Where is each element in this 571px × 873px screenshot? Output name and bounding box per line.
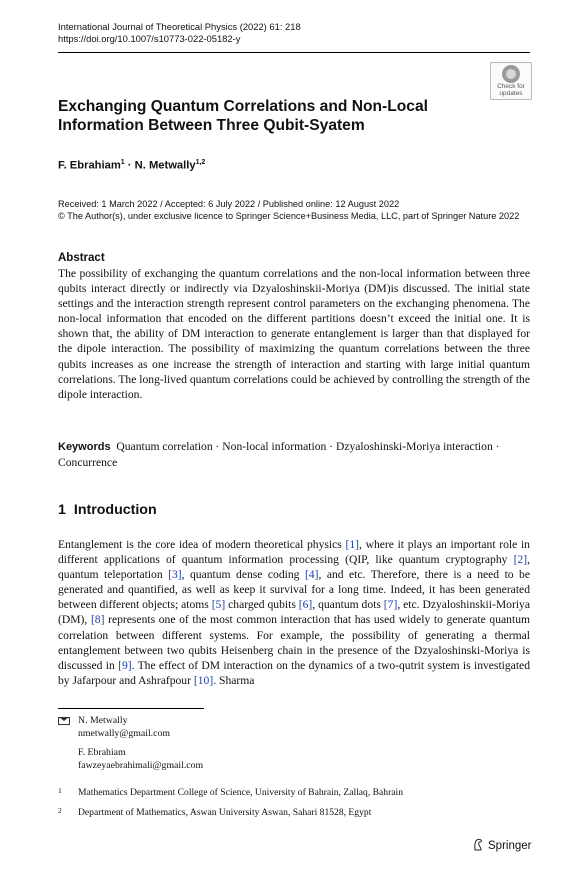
citation-link[interactable]: [7] bbox=[383, 598, 398, 612]
citation-link[interactable]: [8] bbox=[90, 613, 105, 627]
intro-text: , quantum teleportation bbox=[58, 553, 530, 582]
keywords bbox=[58, 439, 530, 470]
journal-header bbox=[58, 21, 301, 45]
intro-text: , quantum dense coding bbox=[181, 568, 305, 582]
article-title bbox=[58, 97, 478, 135]
intro-text: , where it plays an important role in different applications of quantum information processing (QIP, like quantum cryptography bbox=[58, 538, 530, 567]
abstract-text: The possibility of exchanging the quantum correlations and the non-local information between three qubits interact directly or indirectly via Dzyaloshinskii-Moriya (DM)is discussed. The initial state settings and the interaction strength represent control parameters on the exchanging phenomena. The non-local information that encoded on the different partitions doesn’t exceed the initial one. It is shown that, the ability of DM interaction to generate entanglement is larger than that displayed for the dipole interaction. The possibility of maximizing the quantum correlations between the three qubits increases as one increase the strength of interaction and starting with large initial quantum correlations. The long-lived quantum correlations could be achieved by controlling the strength of the dipole interaction. bbox=[58, 267, 530, 401]
intro-text: , quantum dots bbox=[312, 598, 384, 612]
citation-link[interactable]: [6] bbox=[298, 598, 313, 612]
envelope-icon bbox=[58, 717, 70, 725]
intro-text: . Sharma bbox=[213, 673, 255, 687]
citation-link[interactable]: [1] bbox=[345, 538, 359, 551]
citation-link[interactable]: [2] bbox=[513, 553, 528, 567]
springer-wordmark: Springer bbox=[488, 840, 532, 852]
author-separator: · bbox=[124, 159, 135, 172]
corr-email-2[interactable]: fawzeyaebrahimali@gmail.com bbox=[78, 759, 204, 771]
keywords-label: Keywords bbox=[58, 441, 111, 453]
crossmark-icon bbox=[502, 65, 520, 83]
check-updates-line1: Check for bbox=[497, 83, 525, 90]
intro-text: , etc. Dzyaloshinskii-Moriya (DM), bbox=[58, 598, 530, 627]
footnote-rule bbox=[58, 708, 204, 709]
author-1[interactable]: F. Ebrahiam bbox=[58, 159, 121, 172]
corr-name-2: F. Ebrahiam bbox=[78, 747, 126, 758]
author-1-affil: 1 bbox=[120, 159, 125, 166]
author-list bbox=[58, 159, 205, 172]
header-rule bbox=[58, 52, 530, 53]
corresponding-author-2 bbox=[78, 747, 203, 772]
copyright-line: © The Author(s), under exclusive licence to Springer Science+Business Media, LLC, part of Springer Nature 2022 bbox=[58, 211, 520, 221]
section-heading bbox=[58, 502, 165, 518]
affiliation-2: Department of Mathematics, Aswan University Aswan, Sahari 81528, Egypt bbox=[78, 807, 372, 818]
affiliation-1: Mathematics Department College of Science, University of Bahrain, Zallaq, Bahrain bbox=[78, 787, 404, 798]
abstract-heading: Abstract bbox=[58, 252, 105, 264]
citation-link[interactable]: [10] bbox=[193, 673, 214, 687]
citation-link[interactable]: [4] bbox=[304, 568, 319, 582]
corresponding-author-1 bbox=[78, 715, 170, 740]
check-for-updates-badge[interactable] bbox=[490, 62, 532, 100]
affiliation-number-2: 2 bbox=[58, 806, 62, 815]
corr-name-1: N. Metwally bbox=[78, 715, 128, 726]
affiliation-number-1: 1 bbox=[58, 786, 62, 795]
title-line-1: Exchanging Quantum Correlations and Non-Local bbox=[58, 98, 428, 115]
section-title: Introduction bbox=[73, 502, 157, 518]
title-line-2: Information Between Three Qubit-Syatem bbox=[58, 117, 365, 134]
citation-link[interactable]: [3] bbox=[168, 568, 182, 582]
springer-horse-icon bbox=[472, 838, 484, 854]
check-updates-line2: updates bbox=[499, 90, 523, 97]
springer-logo bbox=[472, 838, 531, 854]
article-history bbox=[58, 198, 519, 222]
intro-paragraph bbox=[58, 537, 530, 688]
intro-text: . The effect of DM interaction on the dynamics of a two-qutrit system is investigated by Jafarpour and Ashrafpour bbox=[58, 658, 530, 687]
intro-text: Entanglement is the core idea of modern theoretical physics bbox=[58, 538, 346, 551]
publication-dates: Received: 1 March 2022 / Accepted: 6 July 2022 / Published online: 12 August 2022 bbox=[58, 199, 400, 209]
section-number: 1 bbox=[58, 502, 66, 518]
citation-link[interactable]: [5] bbox=[211, 598, 226, 612]
corr-email-1[interactable]: nmetwally@gmail.com bbox=[78, 727, 171, 739]
intro-text: represents one of the most common interaction that has used widely to generate quantum correlation between different systems. For example, the possibility of generating a thermal entanglement between two qubits Heisenberg chain in the presence of the Dzyaloshinski-Moriya is discussed in bbox=[58, 613, 531, 672]
intro-text: charged qubits bbox=[225, 598, 299, 612]
keywords-text: Quantum correlation · Non-local information · Dzyaloshinski-Moriya interaction · Concurrence bbox=[58, 440, 500, 470]
intro-text: , and etc. Therefore, there is a need to be generated and quantified, as well as keep it survival for a long time. Indeed, it has been generated between different objects; atoms bbox=[58, 568, 530, 612]
doi-link[interactable]: https://doi.org/10.1007/s10773-022-05182-y bbox=[58, 33, 241, 44]
author-2-affil: 1,2 bbox=[195, 159, 206, 166]
author-2[interactable]: N. Metwally bbox=[134, 159, 196, 172]
citation-link[interactable]: [9] bbox=[118, 658, 132, 672]
journal-citation: International Journal of Theoretical Physics (2022) 61: 218 bbox=[58, 21, 301, 32]
